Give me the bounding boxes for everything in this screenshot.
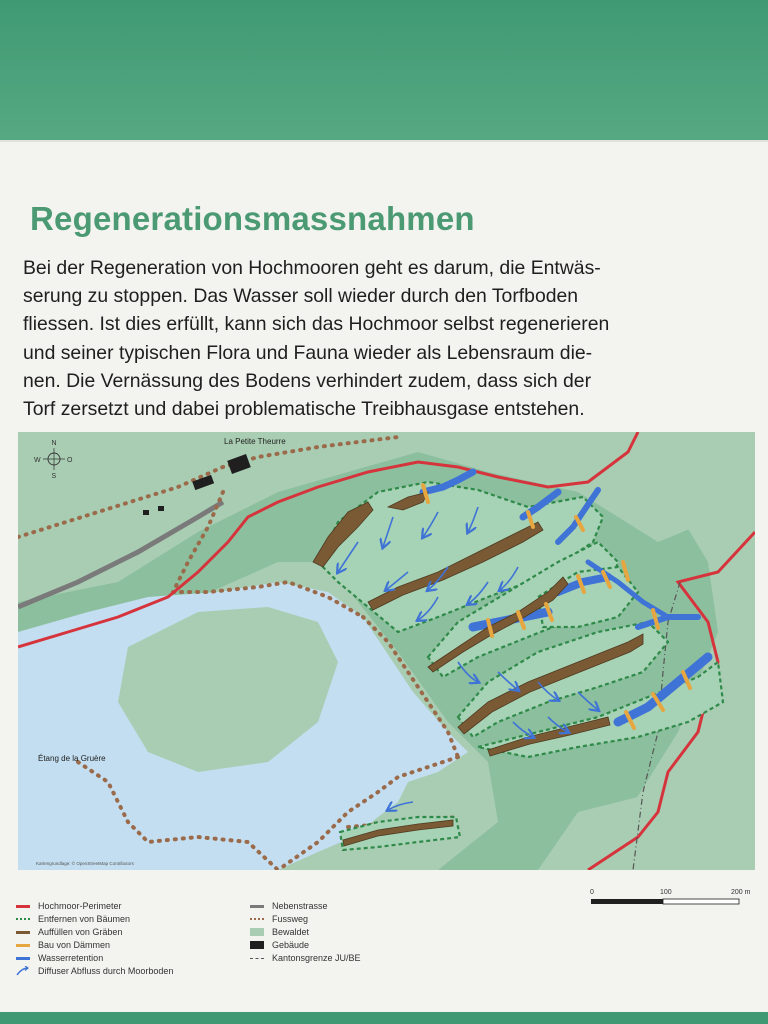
sign-title: Regenerationsmassnahmen <box>30 200 475 237</box>
compass-west: W <box>34 457 41 464</box>
scale-start: 0 <box>590 889 594 896</box>
intro-paragraph <box>23 254 748 423</box>
legend-item-footpath <box>250 913 308 925</box>
legend-swatch <box>16 957 30 960</box>
legend-swatch <box>250 941 264 949</box>
legend-swatch <box>16 931 30 934</box>
green-frame-bottom <box>0 1012 768 1024</box>
legend-label: Kantonsgrenze JU/BE <box>272 953 361 963</box>
legend-swatch <box>250 918 264 920</box>
legend-item-ditch-filling <box>16 926 122 938</box>
legend-label: Gebäude <box>272 940 310 950</box>
legend-item-water-retention <box>16 952 103 964</box>
scale-end: 200 m <box>731 889 751 896</box>
map-credit: Kartengrundlage: © OpenStreetMap Contributors <box>36 861 134 866</box>
scale-bar <box>590 886 760 916</box>
intro-line: Torf zersetzt und dabei problematische Treibhausgase entstehen. <box>23 398 585 421</box>
legend-item-building <box>250 939 309 951</box>
legend-label: Bau von Dämmen <box>38 940 111 950</box>
legend-item-dams <box>16 939 110 951</box>
legend-swatch <box>250 905 264 908</box>
legend-label: Bewaldet <box>272 927 310 937</box>
intro-line: fliessen. Ist dies erfüllt, kann sich das Hochmoor selbst regenerieren <box>23 313 610 336</box>
legend-swatch <box>250 928 264 936</box>
legend-label: Auffüllen von Gräben <box>38 927 123 937</box>
legend-item-canton-border <box>250 952 361 964</box>
legend-label: Diffuser Abfluss durch Moorboden <box>38 966 174 976</box>
place-label: La Petite Theurre <box>224 437 286 446</box>
legend-label: Nebenstrasse <box>272 901 328 911</box>
intro-line: serung zu stoppen. Das Wasser soll wieder durch den Torfboden <box>23 285 579 308</box>
intro-line: Bei der Regeneration von Hochmooren geht es darum, die Entwäs- <box>23 257 601 279</box>
green-frame-top <box>0 0 768 140</box>
legend-label: Wasserretention <box>38 953 104 963</box>
compass-south: S <box>51 473 57 480</box>
compass-east: O <box>67 457 73 464</box>
legend-swatch <box>16 944 30 947</box>
intro-line: und seiner typischen Flora und Fauna wieder als Lebensraum die- <box>23 341 593 364</box>
legend-item-forest <box>250 926 309 938</box>
legend-swatch <box>16 905 30 908</box>
legend-label: Fussweg <box>272 914 309 924</box>
legend-swatch <box>250 958 264 959</box>
arrow-icon <box>16 966 30 976</box>
intro-line: nen. Die Vernässung des Bodens verhindert zudem, dass sich der <box>23 369 592 392</box>
scale-mid: 100 <box>660 889 672 896</box>
legend-item-diffuse-flow <box>16 965 173 977</box>
map-canvas <box>18 432 755 870</box>
compass-north: N <box>51 440 57 447</box>
legend-label: Hochmoor-Perimeter <box>38 901 122 911</box>
map-legend <box>16 886 756 996</box>
regeneration-map <box>18 432 755 870</box>
legend-label: Entfernen von Bäumen <box>38 914 131 924</box>
legend-item-tree-removal <box>16 913 130 925</box>
legend-item-perimeter <box>16 900 122 912</box>
legend-swatch <box>16 918 30 920</box>
lake-label: Étang de la Gruère <box>38 754 106 763</box>
legend-item-secondary-road <box>250 900 328 912</box>
